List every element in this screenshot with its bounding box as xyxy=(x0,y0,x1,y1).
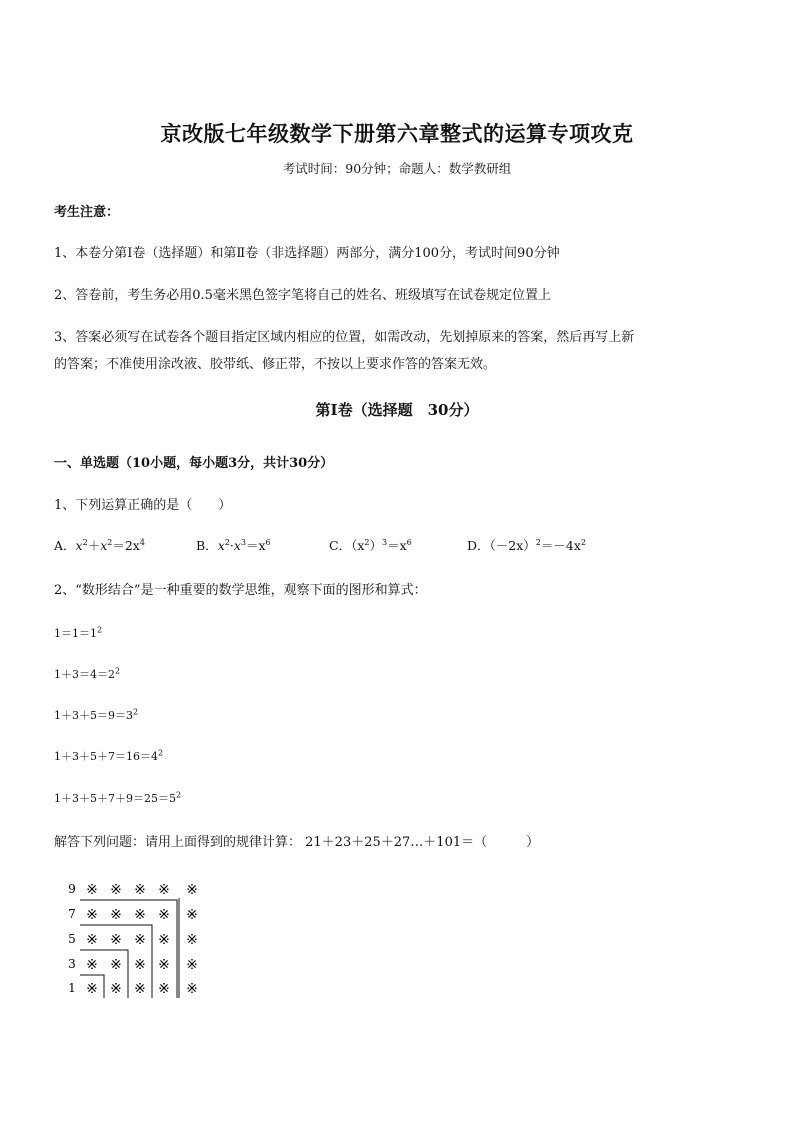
question-1-option-b: B．$x^2\cdot x^3=x^6$ xyxy=(196,537,271,553)
notice-item-2: 2、答卷前，考生务必用0.5毫米黑色签字笔将自己的姓名、班级填写在试卷规定位置上 xyxy=(54,288,551,303)
equation-2: $1+3=4=2^2$ xyxy=(54,666,121,681)
question-2-prompt: 解答下列问题：请用上面得到的规律计算： 21＋23＋25＋27…＋101＝（ ） xyxy=(54,835,540,850)
equation-4: $1+3+5+7=16=4^2$ xyxy=(54,748,164,763)
figure-cell-r4-c3: ※ xyxy=(134,957,146,973)
figure-row-label-9: 9 xyxy=(68,882,76,896)
figure-row-label-7: 7 xyxy=(68,907,76,921)
equation-3: $1+3+5=9=3^2$ xyxy=(54,707,139,722)
notice-item-3: 3、答案必须写在试卷各个题目指定区域内相应的位置，如需改动，先划掉原来的答案，然后再写上新 xyxy=(54,330,635,345)
notice-item-1: 1、本卷分第Ⅰ卷（选择题）和第Ⅱ卷（非选择题）两部分，满分100分，考试时间90分钟 xyxy=(54,246,560,261)
figure-cell-r1-c4: ※ xyxy=(158,882,170,898)
question-1-stem: 1、下列运算正确的是（ ） xyxy=(54,498,232,513)
equation-5: $1+3+5+7+9=25=5^2$ xyxy=(54,790,182,805)
question-1-option-a: A．$x^2+x^2=2x^4$ xyxy=(54,537,145,553)
document-subtitle: 考试时间：90分钟；命题人：数学教研组 xyxy=(282,161,512,176)
figure-cell-r5-c5: ※ xyxy=(186,981,198,997)
figure-cell-r2-c5: ※ xyxy=(186,907,198,923)
equation-1: $1=1=1^2$ xyxy=(54,625,103,640)
figure-cell-r5-c4: ※ xyxy=(158,981,170,997)
figure-cell-r1-c1: ※ xyxy=(86,882,98,898)
figure-cell-r3-c2: ※ xyxy=(110,932,122,948)
figure-cell-r4-c2: ※ xyxy=(110,957,122,973)
question-1-option-d: D．$(-2x)^2=-4x^2$ xyxy=(467,537,586,553)
figure-row-label-1: 1 xyxy=(68,981,76,995)
odd-number-square-figure xyxy=(60,876,210,1006)
figure-cell-r1-c5: ※ xyxy=(186,882,198,898)
figure-cell-r2-c3: ※ xyxy=(134,907,146,923)
notice-heading: 考生注意： xyxy=(54,205,120,220)
figure-cell-r4-c5: ※ xyxy=(186,957,198,973)
figure-cell-r4-c1: ※ xyxy=(86,957,98,973)
document-title: 京改版七年级数学下册第六章整式的运算专项攻克 xyxy=(160,121,634,146)
part-one-heading: 一、单选题（10小题，每小题3分，共计30分） xyxy=(54,456,334,471)
figure-cell-r1-c2: ※ xyxy=(110,882,122,898)
figure-cell-r4-c4: ※ xyxy=(158,957,170,973)
figure-cell-r3-c1: ※ xyxy=(86,932,98,948)
figure-cell-r5-c2: ※ xyxy=(110,981,122,997)
question-2-stem: 2、“数形结合”是一种重要的数学思维，观察下面的图形和算式： xyxy=(54,583,427,598)
figure-cell-r3-c5: ※ xyxy=(186,932,198,948)
figure-cell-r2-c1: ※ xyxy=(86,907,98,923)
notice-item-3-continued: 的答案；不准使用涂改液、胶带纸、修正带，不按以上要求作答的答案无效。 xyxy=(54,357,497,372)
figure-cell-r3-c4: ※ xyxy=(158,932,170,948)
figure-cell-r2-c2: ※ xyxy=(110,907,122,923)
figure-cell-r5-c1: ※ xyxy=(86,981,98,997)
figure-cell-r3-c3: ※ xyxy=(134,932,146,948)
figure-cell-r5-c3: ※ xyxy=(134,981,146,997)
figure-row-label-3: 3 xyxy=(68,957,76,971)
question-1-option-c: C．$(x^2)^3=x^6$ xyxy=(329,537,412,553)
figure-cell-r1-c3: ※ xyxy=(134,882,146,898)
section-title: 第Ⅰ卷（选择题 30分） xyxy=(315,401,479,419)
figure-cell-r2-c4: ※ xyxy=(158,907,170,923)
figure-row-label-5: 5 xyxy=(68,932,76,946)
